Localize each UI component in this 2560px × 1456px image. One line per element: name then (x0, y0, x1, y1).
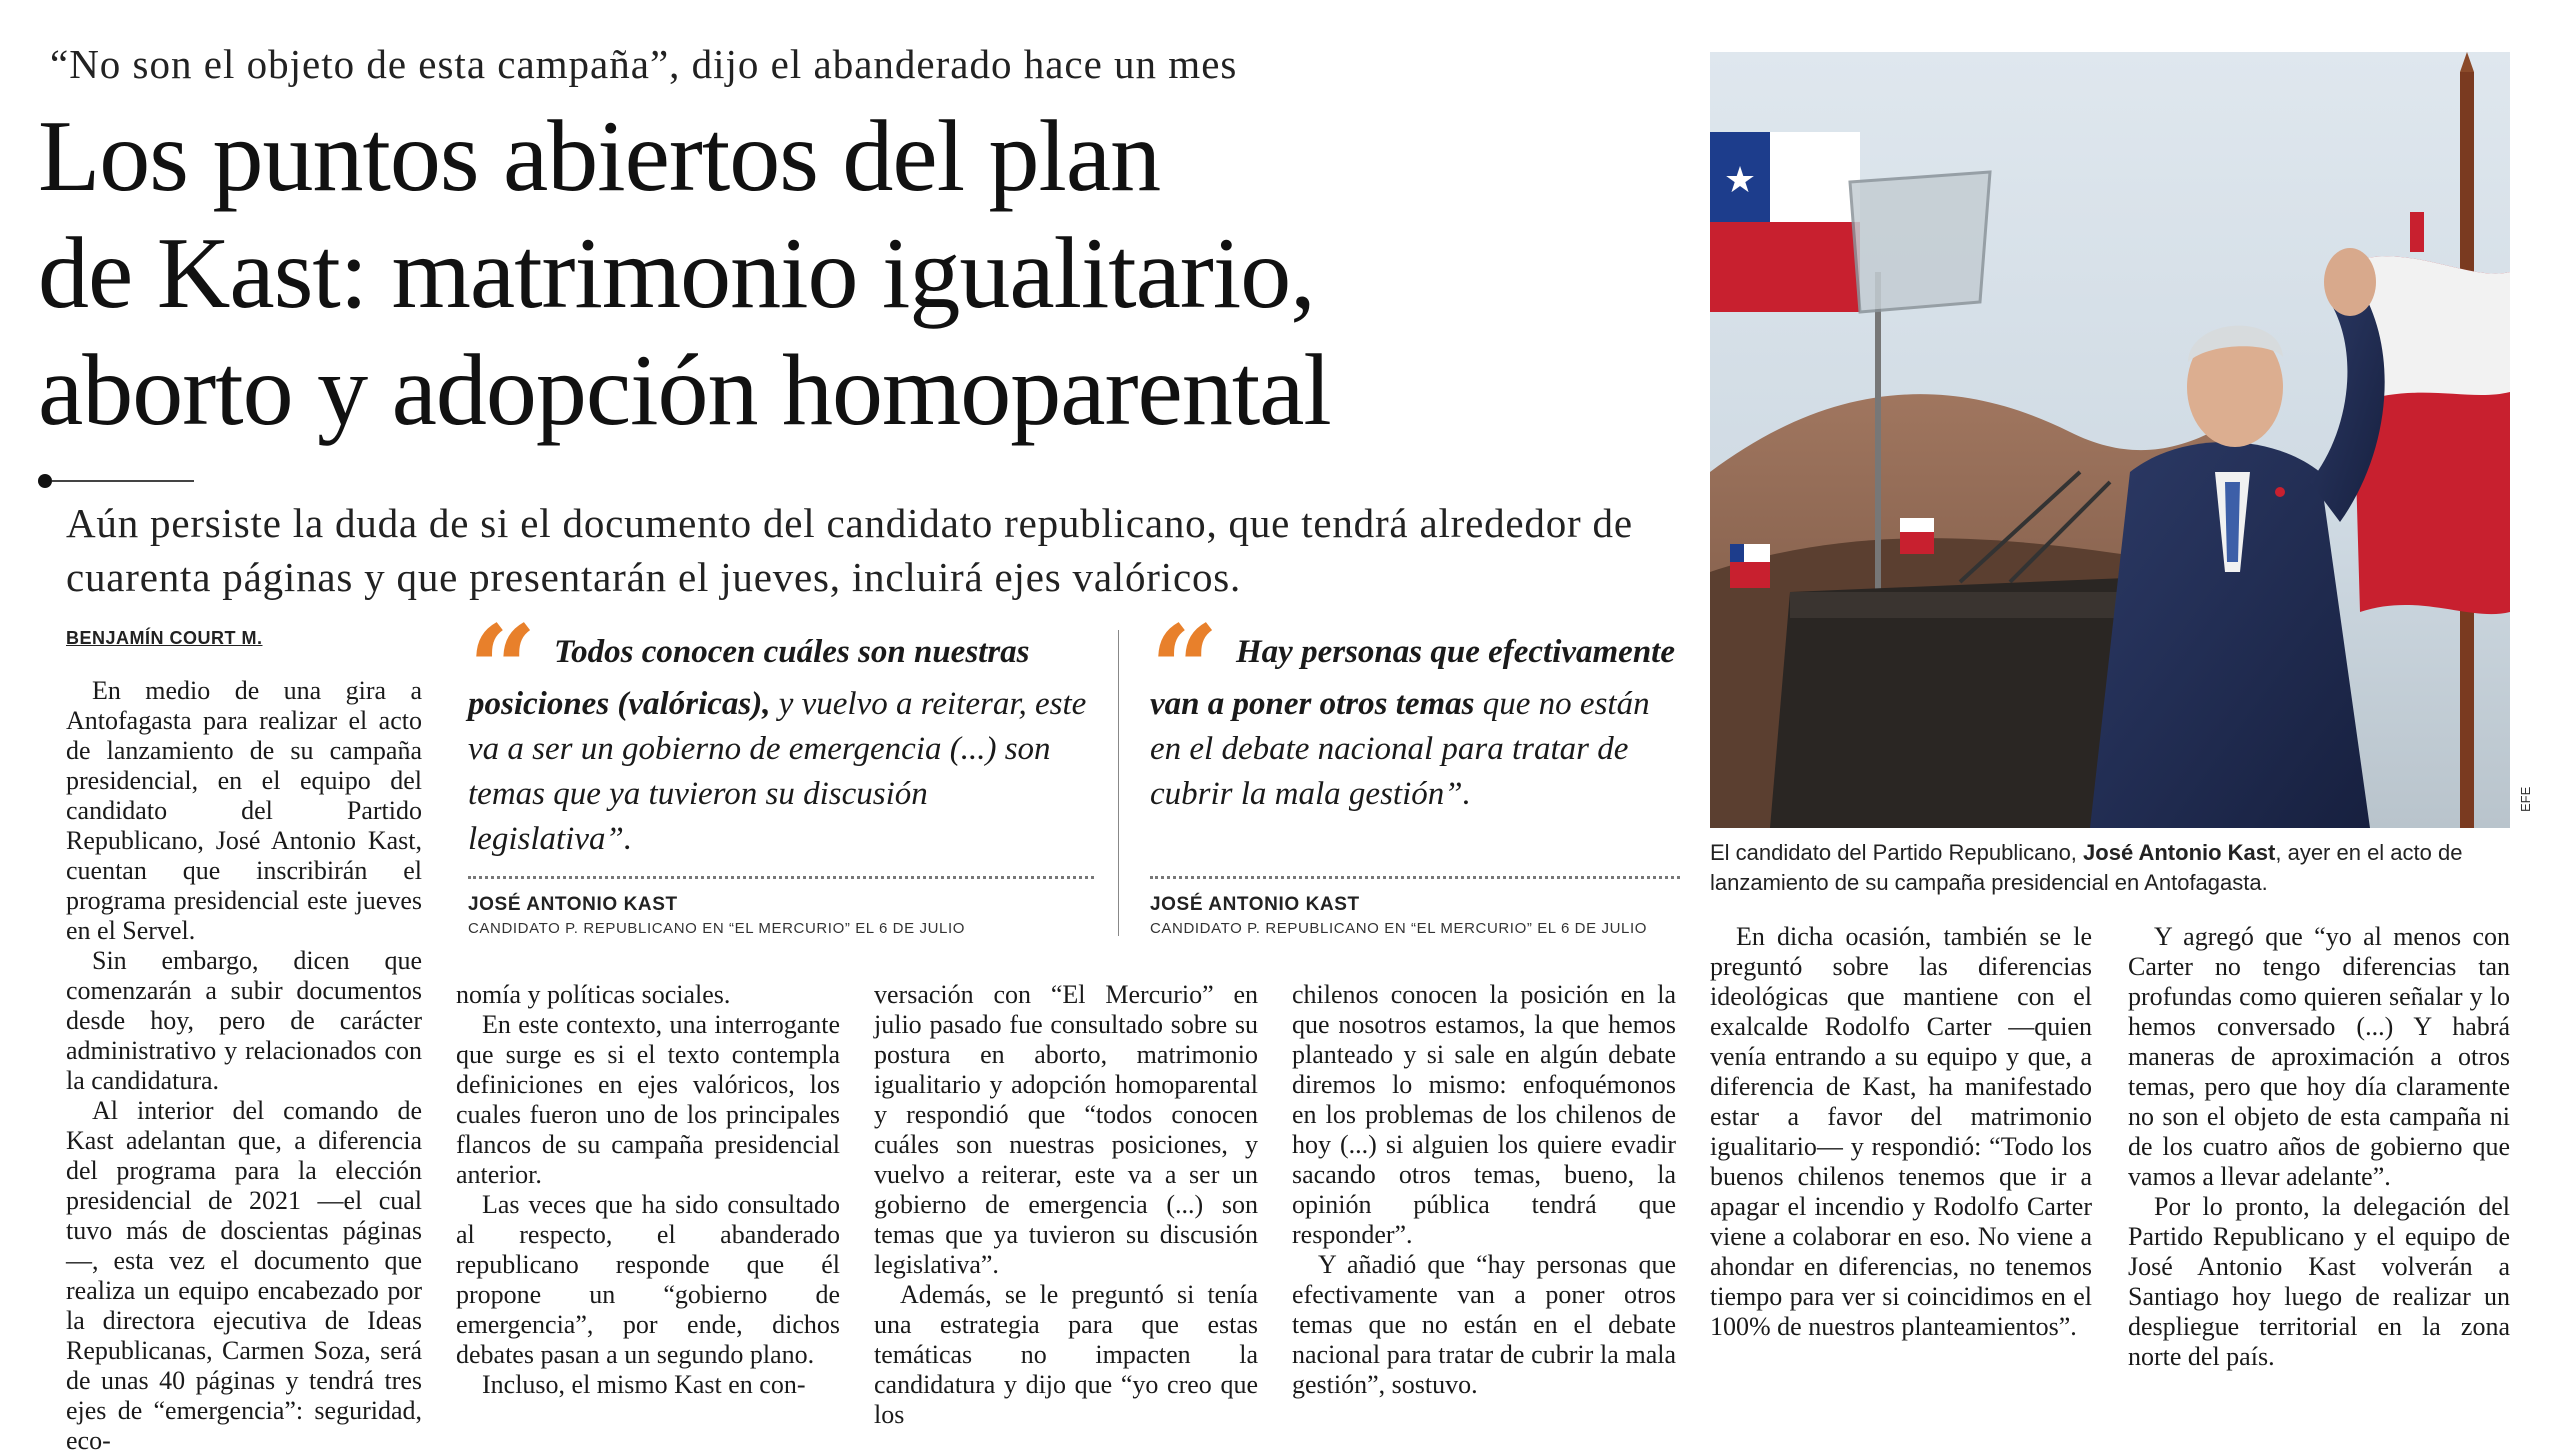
open-quote-icon: “ (1150, 599, 1220, 740)
photo-credit: EFE (2518, 786, 2533, 812)
paragraph: Por lo pronto, la delegación del Partido Republicano y el equipo de José Antonio Kast volverán a Santiago hoy luego de realizar un despliegue territorial en la zona norte del país. (2128, 1192, 2510, 1371)
headline-rule-dot (38, 474, 52, 488)
paragraph: En este contexto, una interrogante que surge es si el texto contempla definiciones en ejes valóricos, los cuales fueron uno de los principales flancos de su campaña presidencial anterior. (456, 1010, 840, 1189)
caption-text: El candidato del Partido Republicano, (1710, 840, 2084, 865)
paragraph: Al interior del comando de Kast adelantan que, a diferencia del programa para la elección presidencial de 2021 —el cual tuvo más de doscientas páginas—, esta vez el documento que realiza un equipo encabezado por la directora ejecutiva de Ideas Republicanas, Carmen Soza, será de unas 40 páginas y tendrá tres ejes de “emergencia”: seguridad, eco- (66, 1096, 422, 1455)
pull-quote-divider (1150, 876, 1680, 879)
photo-caption (1710, 838, 2510, 898)
dek: Aún persiste la duda de si el documento del candidato republicano, que tendrá alrededor de cuarenta páginas y que presentarán el jueves, incluirá ejes valóricos. (66, 500, 1633, 600)
paragraph: Incluso, el mismo Kast en con- (482, 1370, 806, 1399)
pull-quote-bold: Todos conocen cuáles son nuestras posiciones (valóricas), (468, 634, 1030, 722)
svg-text:★: ★ (1723, 160, 1757, 201)
kicker: “No son el objeto de esta campaña”, dijo el abanderado hace un mes (50, 41, 1238, 87)
caption-text: , ayer en el acto de lanzamiento de su campaña presidencial en Antofagasta. (1710, 840, 2463, 895)
article-column-1 (66, 676, 422, 1456)
paragraph: Y agregó que “yo al menos con Carter no tengo diferencias tan profundas como quieren señalar y lo hemos conversado (...) Y habrá maneras de aproximación a otros temas, pero que hoy día claramente no son el objeto de esta campaña ni de los cuatro años de gobierno que vamos a llevar adelante”. (2128, 922, 2510, 1191)
article-column-3 (874, 980, 1258, 1430)
paragraph: Además, se le preguntó si tenía una estrategia para que estas temáticas no impacten la candidatura y dijo que “yo creo que los (874, 1280, 1258, 1429)
headline-line: de Kast: matrimonio igualitario, (38, 217, 1315, 330)
headline-rule (52, 480, 194, 482)
column-rule (1118, 630, 1119, 936)
pull-quote-author: JOSÉ ANTONIO KAST (468, 894, 678, 915)
pull-quote-source: CANDIDATO P. REPUBLICANO EN “EL MERCURIO” EL 6 DE JULIO (1150, 920, 1647, 937)
article-column-5 (1710, 922, 2092, 1342)
photo-kast-podium (1710, 52, 2510, 828)
headline-line: Los puntos abiertos del plan (38, 100, 1161, 213)
open-quote-icon: “ (468, 599, 538, 740)
paragraph: En dicha ocasión, también se le preguntó sobre las diferencias ideológicas que mantiene con el exalcalde Rodolfo Carter —quien venía entrando a su equipo y que, a diferencia de Kast, ha manifestado estar a favor del matrimonio igualitario— y respondió: “Todo los buenos chilenos tenemos que ir a apagar el incendio y Rodolfo Carter viene a colaborar en eso. No viene a ahondar en diferencias, no tenemos tiempo para ver si coincidimos en el 100% de nuestros planteamientos”. (1710, 922, 2092, 1341)
paragraph: nomía y políticas sociales. (456, 980, 731, 1009)
paragraph: Y añadió que “hay personas que efectivamente van a poner otros temas que no están en el debate nacional para tratar de cubrir la mala gestión”, sostuvo. (1292, 1250, 1676, 1399)
pull-quote-text: y vuelvo a reiterar, este va a ser un gobierno de emergencia (...) son temas que ya tuvieron su discusión legislativa”. (468, 686, 1087, 857)
byline: BENJAMÍN COURT M. (66, 628, 263, 648)
pull-quote-divider (468, 876, 1094, 879)
article-column-6 (2128, 922, 2510, 1372)
pull-quote-author: JOSÉ ANTONIO KAST (1150, 894, 1360, 915)
article-column-4 (1292, 980, 1676, 1400)
pull-quote-1 (468, 599, 1094, 862)
headline (38, 98, 1658, 449)
paragraph: En medio de una gira a Antofagasta para realizar el acto de lanzamiento de su campaña presidencial, en el equipo del candidato del Partido Republicano, José Antonio Kast, cuentan que inscribirán el programa presidencial este jueves en el Servel. (66, 676, 422, 945)
headline-line: aborto y adopción homoparental (38, 334, 1331, 447)
pull-quote-text: que no están en el debate nacional para tratar de cubrir la mala gestión”. (1150, 686, 1650, 812)
article-column-2 (456, 980, 840, 1400)
pull-quote-source: CANDIDATO P. REPUBLICANO EN “EL MERCURIO” EL 6 DE JULIO (468, 920, 965, 937)
paragraph: chilenos conocen la posición en la que nosotros estamos, la que hemos planteado y si sale en algún debate diremos lo mismo: enfoquémonos en los problemas de los chilenos de hoy (...) si alguien los quiere evadir sacando otros temas, bueno, la opinión pública tendrá que responder”. (1292, 980, 1676, 1249)
chile-flag-icon (1710, 132, 1860, 312)
pull-quote-bold: Hay personas que efectivamente van a poner otros temas (1150, 634, 1675, 722)
pull-quote-2 (1150, 599, 1680, 817)
paragraph: Sin embargo, dicen que comenzarán a subir documentos desde hoy, pero de carácter administrativo y relacionados con la candidatura. (66, 946, 422, 1095)
caption-name: José Antonio Kast (2083, 840, 2276, 865)
paragraph: versación con “El Mercurio” en julio pasado fue consultado sobre su postura en aborto, matrimonio igualitario y adopción homoparental y respondió que “todos conocen cuáles son nuestras posiciones, y vuelvo a reiterar, este va a ser un gobierno de emergencia (...) son temas que ya tuvieron su discusión legislativa”. (874, 980, 1258, 1279)
paragraph: Las veces que ha sido consultado al respecto, el abanderado republicano responde que él propone un “gobierno de emergencia”, por ende, dichos debates pasan a un segundo plano. (456, 1190, 840, 1369)
